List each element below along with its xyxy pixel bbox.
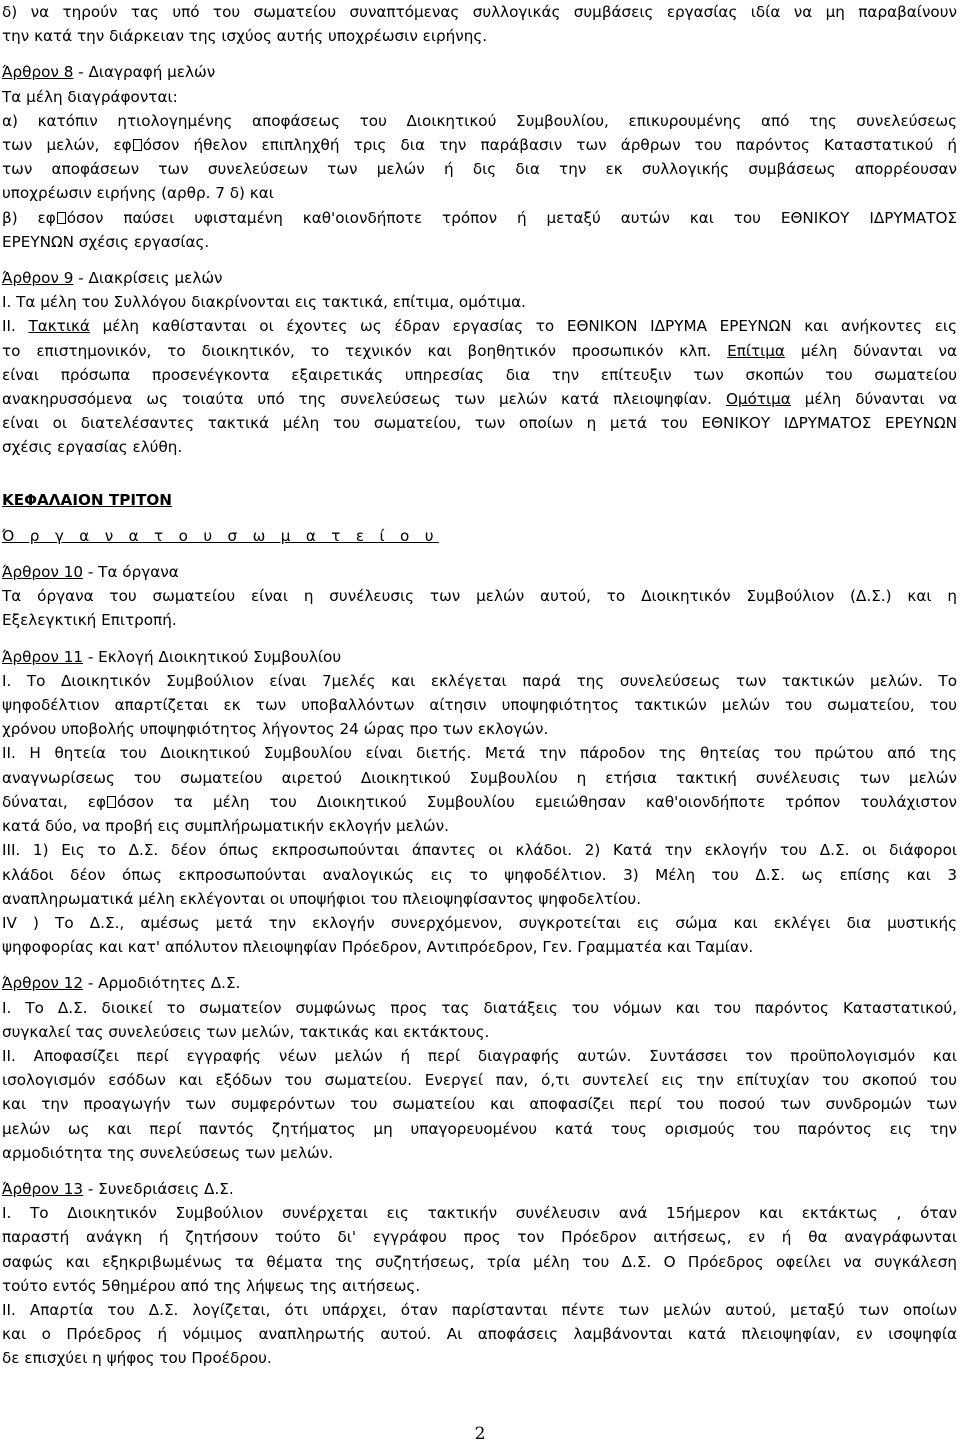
text-line: Ι. Το Δ.Σ. διοικεί το σωματείον συμφώνως προς τας διατάξεις του νόμων και του παρόντος Καταστατικού, <box>2 998 957 1017</box>
missing-glyph-box <box>133 139 142 151</box>
text-line: είναι οι διατελέσαντες τακτικά μέλη του σωματείου, των οποίων η μετά του ΕΘΝΙΚΟΥ ΙΔΡΥΜΑΤΟΣ ΕΡΕΥΝΩΝ <box>2 414 957 433</box>
article-heading <box>2 60 957 84</box>
article-9 <box>2 266 957 460</box>
text-line: ΙΙΙ. 1) Εις το Δ.Σ. δέον όπως εκπροσωπούνται άπαντες οι κλάδοι. 2) Κατά την εκλογήν του Δ.Σ. οι διάφοροι <box>2 841 957 860</box>
text-line: παραστή ανάγκη ή ζητήσουν τούτο δι' εγγράφου προς τον Πρόεδρον αιτήσεως, εν ή θα αναγράφωνται <box>2 1228 957 1247</box>
article-number: Άρθρον 12 <box>2 974 84 993</box>
article-7-continuation <box>2 0 957 48</box>
text-line: α) κατόπιν ητιολογημένης αποφάσεως του Διοικητικού Συμβουλίου, επικυρουμένης από της συνελεύσεως <box>2 111 957 130</box>
text-line: IV ) Το Δ.Σ., αμέσως μετά την εκλογήν συνερχόμενον, συγκροτείται εις σώμα και εκλέγει δια μυστικής <box>2 913 957 932</box>
text-line: ψηφοφορίας και κατ' απόλυτον πλειοψηφίαν Πρόεδρον, Αντιπρόεδρον, Γεν. Γραμματέα και Ταμίαν. <box>2 938 754 957</box>
missing-glyph-box <box>107 796 116 808</box>
text-line: την κατά την διάρκειαν της ισχύος αυτής υποχρέωσιν ειρήνης. <box>2 27 488 46</box>
text-line: Ι. Το Διοικητικόν Συμβούλιον συνέρχεται εις τακτικήν συνέλευσιν ανά 15ήμερον και εκτάκτως , όταν <box>2 1204 957 1223</box>
text-line: των μελών, εφ όσον ήθελον επιπληχθή τρις δια την παράβασιν των άρθρων του παρόντος Καταστατικού ή <box>2 136 957 155</box>
article-number: Άρθρον 10 <box>2 563 84 582</box>
text-line: Ι. Το Διοικητικόν Συμβούλιον είναι 7μελές και εκλέγεται παρά της συνελεύσεως των τακτικών μελών. Το <box>2 671 957 690</box>
text-line: τούτο εντός 5θημέρου από της λήψεως της αιτήσεως. <box>2 1276 421 1295</box>
text-line: ισολογισμόν εσόδων και εξόδων του σωματείου. Ενεργεί παν, ό,τι συντελεί εις την επίτυχίαν του σκοπού του <box>2 1071 957 1090</box>
article-heading <box>2 1177 957 1201</box>
text-line: ΙΙ. Η θητεία του Διοικητικού Συμβουλίου είναι διετής. Μετά την πάροδον της θητείας του πρώτου από της <box>2 744 957 763</box>
article-10 <box>2 560 957 633</box>
text-line: αναγνωρίσεως του σωματείου αιρετού Διοικητικού Συμβουλίου η ετήσια τακτική συνέλευσις των μελών <box>2 768 957 787</box>
text-line: κλάδοι δέον όπως εκπροσωπούνται αναλογικώς εις το ψηφοδέλτιον. 3) Μέλη του Δ.Σ. ως επίσης και 3 <box>2 865 957 884</box>
text-line: κατά δύο, να προβή εις συμπλήρωματικήν εκλογήν μελών. <box>2 817 449 836</box>
chapter-subtitle-line <box>2 524 957 548</box>
missing-glyph-box <box>57 212 66 224</box>
article-title: - Εκλογή Διοικητικού Συμβουλίου <box>83 647 342 666</box>
article-heading <box>2 560 957 584</box>
term-omotima: Ομότιμα <box>725 390 791 409</box>
article-number: Άρθρον 13 <box>2 1179 84 1198</box>
article-number: Άρθρον 9 <box>2 269 74 288</box>
text-line: Τα όργανα του σωματείου είναι η συνέλευσις των μελών αυτού, το Διοικητικόν Συμβούλιον (Δ.Σ.) και η <box>2 587 957 606</box>
text-line: το επιστημονικόν, το διοικητικόν, το τεχνικόν και βοηθητικόν προσωπικόν κλπ. Επίτιμα μέλη δύνανται να <box>2 341 957 360</box>
text-line: δ) να τηρούν τας υπό του σωματείου συναπτόμενας συλλογικάς συμβάσεις εργασίας ιδία να μη παραβαίνουν <box>2 3 957 21</box>
chapter-subtitle: Ό ρ γ α ν α τ ο υ σ ω μ α τ ε ί ο υ <box>2 526 439 545</box>
term-taktika: Τακτικά <box>28 317 90 336</box>
page-number: 2 <box>474 1424 486 1444</box>
text-line: των αποφάσεων των συνελεύσεων των μελών ή δις δια την εκ συλλογικής συμβάσεως απορρέουσαν <box>2 160 957 179</box>
chapter-title: ΚΕΦΑΛΑΙΟΝ ΤΡΙΤΟΝ <box>2 490 172 509</box>
article-number: Άρθρον 11 <box>2 647 84 666</box>
text-line: μελών ως και περί παντός ζητήματος μη υπαγορευομένου κατά τους ορισμούς του παρόντος εις την <box>2 1119 957 1138</box>
article-12 <box>2 971 957 1165</box>
text-line: δύναται, εφ όσον τα μέλη του Διοικητικού Συμβουλίου εμειώθησαν καθ'οιονδήποτε τρόπον τουλάχιστον <box>2 792 957 811</box>
text-line: β) εφ όσον παύσει υφισταμένη καθ'οιονδήποτε τρόπον ή μεταξύ αυτών και του ΕΘΝΙΚΟΥ ΙΔΡΥΜΑΤΟΣ <box>2 208 957 227</box>
article-11 <box>2 645 957 960</box>
text-line: υποχρέωσιν ειρήνης (αρθρ. 7 δ) και <box>2 184 274 203</box>
text-line: αναπληρωματικά μέλη εκλέγονται οι υποψήφιοι του πλειοψηφίσαντος ψηφοδελτίου. <box>2 889 642 908</box>
article-8 <box>2 60 957 254</box>
text-line: σαφώς και εξηκριβωμένως τα θέματα της συζητήσεως, τρία μέλη του Δ.Σ. Ο Πρόεδρος οφείλει να συγκάλεση <box>2 1252 957 1271</box>
text-line: σχέσις εργασίας ελύθη. <box>2 438 183 457</box>
text-line: δε επισχύει η ψήφος του Προέδρου. <box>2 1349 272 1368</box>
article-title: - Διακρίσεις μελών <box>73 269 223 288</box>
article-heading <box>2 266 957 290</box>
text-line: ΕΡΕΥΝΩΝ σχέσις εργασίας. <box>2 232 210 251</box>
chapter-heading-block <box>2 488 957 548</box>
text-line: αρμοδιότητα της συνελεύσεως των μελών. <box>2 1143 334 1162</box>
article-heading <box>2 971 957 995</box>
text-line: ΙΙ. Απαρτία του Δ.Σ. λογίζεται, ότι υπάρχει, όταν παρίστανται πέντε των μελών αυτού, μεταξύ των οποίων <box>2 1300 957 1319</box>
article-title: - Συνεδριάσεις Δ.Σ. <box>83 1179 234 1198</box>
text-line: Εξελεγκτική Επιτροπή. <box>2 611 177 630</box>
article-13 <box>2 1177 957 1371</box>
text-line: και την προαγωγήν των συμφερόντων του σωματείου και αποφασίζει περί του ποσού των συνδρομών των <box>2 1095 957 1114</box>
text-line: ανακηρυσσόμενα ως τοιαύτα υπό της συνελεύσεως των μελών κατά πλειοψηφίαν. Ομότιμα μέλη δύνανται να <box>2 390 957 409</box>
text-line: ΙΙ. Τακτικά μέλη καθίστανται οι έχοντες ως έδραν εργασίας το ΕΘΝΙΚΟΝ ΙΔΡΥΜΑ ΕΡΕΥΝΩΝ και ανήκοντες εις <box>2 317 957 336</box>
text-line: Τα μέλη διαγράφονται: <box>2 87 178 106</box>
article-title: - Διαγραφή μελών <box>73 63 216 82</box>
text-line: ψηφοδέλτιον απαρτίζεται εκ των υποβαλλόντων αίτησιν υποψηφιότητος τακτικών μελών του σωματείου, του <box>2 696 957 715</box>
article-title: - Αρμοδιότητες Δ.Σ. <box>83 974 241 993</box>
term-epitima: Επίτιμα <box>727 341 785 360</box>
text-line: και ο Πρόεδρος ή νόμιμος αναπληρωτής αυτού. Αι αποφάσεις λαμβάνονται κατά πλειοψηφίαν, εν ισοψηφία <box>2 1325 957 1344</box>
article-title: - Τα όργανα <box>83 563 179 582</box>
text-line: ΙΙ. Αποφασίζει περί εγγραφής νέων μελών ή περί διαγραφής αυτών. Συντάσσει τον προϋπολογισμόν και <box>2 1046 957 1065</box>
article-number: Άρθρον 8 <box>2 63 74 82</box>
text-line: Ι. Τα μέλη του Συλλόγου διακρίνονται εις τακτικά, επίτιμα, ομότιμα. <box>2 293 526 312</box>
text-line: χρόνου υποβολής υποψηφιότητος λήγοντος 24 ώρας προ των εκλογών. <box>2 720 549 739</box>
article-heading <box>2 645 957 669</box>
text-line: συγκαλεί τας συνελεύσεις των μελών, τακτικάς και εκτάκτους. <box>2 1022 490 1041</box>
text-line: είναι πρόσωπα προσενέγκοντα εξαιρετικάς υπηρεσίας δια την επίτευξιν των σκοπών του σωματείου <box>2 365 957 384</box>
